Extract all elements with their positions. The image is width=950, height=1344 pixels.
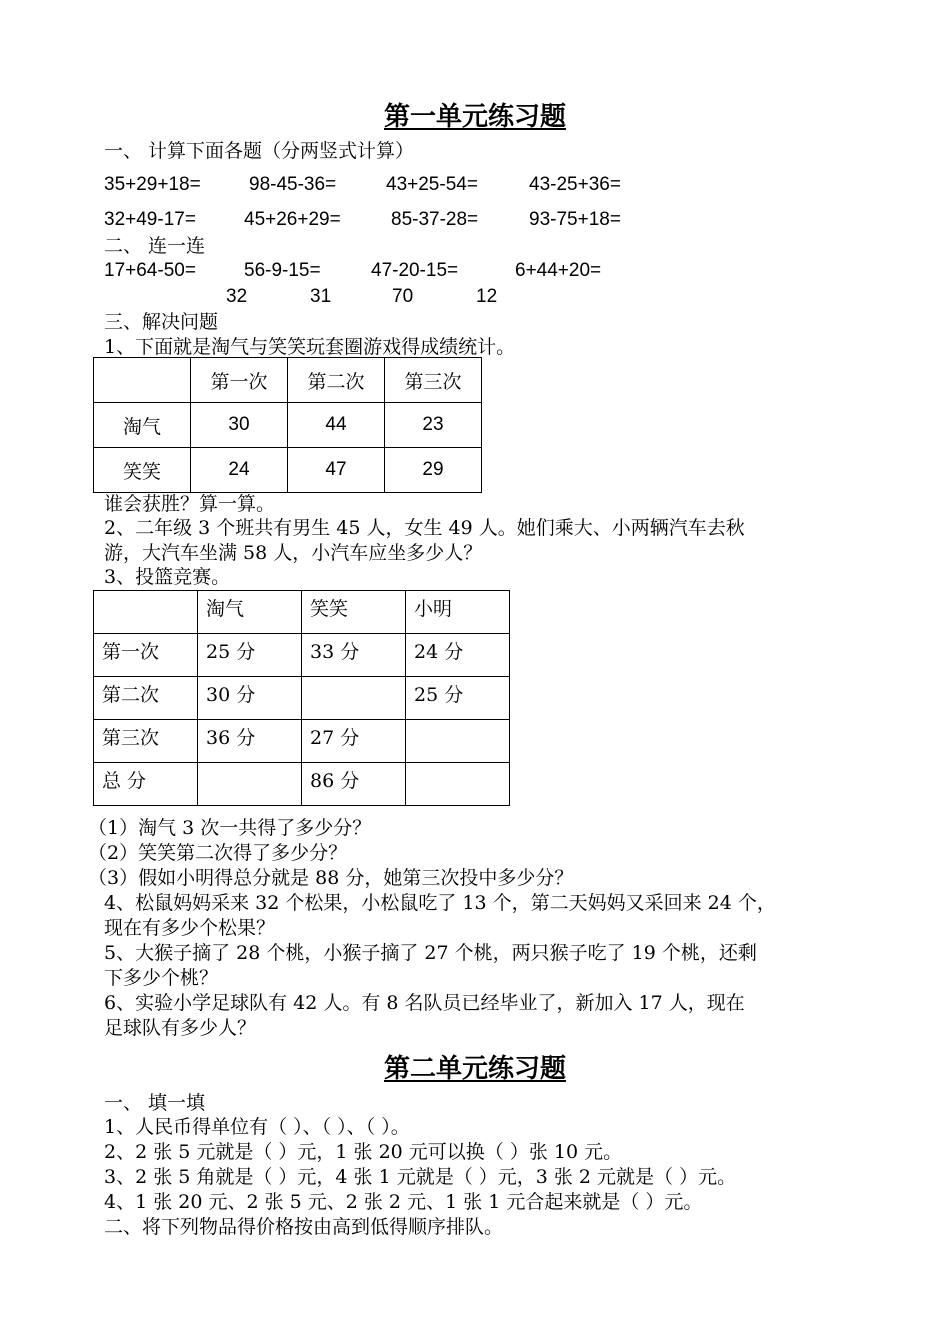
match-expr-1: 17+64-50= [104,260,196,281]
unit1-sec2-heading: 二、 连一连 [104,235,206,257]
match-expr-2: 56-9-15= [244,260,321,281]
table-cell: 33 分 [302,634,406,677]
table-cell: 笑笑 [302,591,406,634]
table-cell: 淘气 [198,591,302,634]
table-cell: 第三次 [94,720,198,763]
match-answer-3: 70 [392,286,414,307]
q1-after-text: 谁会获胜？算一算。 [104,493,276,515]
calc-r1-2: 98-45-36= [249,174,337,195]
calc-r1-3: 43+25-54= [386,174,478,195]
calc-r1-1: 35+29+18= [104,174,201,195]
basketball-table [93,590,510,806]
unit2-sec2-heading: 二、将下列物品得价格按由高到低得顺序排队。 [104,1216,504,1238]
table-cell: 30 分 [198,677,302,720]
table-cell: 44 [288,403,385,448]
q1-text: 1、下面就是淘气与笑笑玩套圈游戏得成绩统计。 [104,336,516,358]
table-row [94,358,482,403]
ring-toss-table [93,357,482,493]
table-cell: 24 分 [406,634,510,677]
q3-sub1: （1）淘气 3 次一共得了多少分？ [88,817,372,839]
unit1-sec1-heading: 一、 计算下面各题（分两竖式计算） [104,140,415,162]
calc-r1-4: 43-25+36= [529,174,621,195]
table-cell: 总 分 [94,763,198,806]
table-cell [406,763,510,806]
calc-r2-4: 93-75+18= [529,209,621,230]
match-expr-3: 47-20-15= [371,260,459,281]
table-cell [302,677,406,720]
table-cell: 30 [191,403,288,448]
unit2-title: 第二单元练习题 [383,1054,566,1084]
fill-line-1: 1、人民币得单位有（ ）、（ ）、（ ）。 [104,1116,410,1138]
table-row [94,677,510,720]
q6-line2: 足球队有多少人？ [104,1017,257,1039]
q3-sub3: （3）假如小明得总分就是 88 分，她第三次投中多少分？ [88,867,574,889]
table-cell: 86 分 [302,763,406,806]
table-cell: 小明 [406,591,510,634]
table-cell: 25 分 [406,677,510,720]
table-row [94,403,482,448]
table-cell: 27 分 [302,720,406,763]
table-cell [94,591,198,634]
table-cell: 47 [288,448,385,493]
match-expr-4: 6+44+20= [515,260,602,281]
calc-r2-2: 45+26+29= [244,209,341,230]
match-answer-2: 31 [310,286,332,307]
table-cell [198,763,302,806]
q2-line2: 游，大汽车坐满 58 人，小汽车应坐多少人？ [104,542,483,564]
q2-line1: 2、二年级 3 个班共有男生 45 人，女生 49 人。她们乘大、小两辆汽车去秋 [104,517,745,539]
table-cell: 第二次 [94,677,198,720]
q4-line1: 4、松鼠妈妈采来 32 个松果，小松鼠吃了 13 个，第二天妈妈又采回来 24 个， [104,892,776,914]
table-cell [406,720,510,763]
match-answer-4: 12 [476,286,498,307]
match-answer-1: 32 [226,286,248,307]
table-cell: 笑笑 [94,448,191,493]
table-row [94,763,510,806]
table-cell: 第一次 [94,634,198,677]
table-row [94,634,510,677]
table-cell: 24 [191,448,288,493]
q4-line2: 现在有多少个松果？ [104,917,276,939]
unit1-sec3-heading: 三、解决问题 [104,311,219,333]
table-row [94,591,510,634]
q5-line1: 5、大猴子摘了 28 个桃，小猴子摘了 27 个桃，两只猴子吃了 19 个桃，还剩 [104,942,757,964]
q3-text: 3、投篮竞赛。 [104,566,231,588]
calc-r2-3: 85-37-28= [391,209,479,230]
unit2-sec1-heading: 一、 填一填 [104,1092,206,1114]
fill-line-4: 4、1 张 20 元、2 张 5 元、2 张 2 元、1 张 1 元合起来就是（ ）元。 [104,1191,703,1213]
table-cell: 29 [385,448,482,493]
fill-line-2: 2、2 张 5 元就是（ ）元，1 张 20 元可以换（ ）张 10 元。 [104,1141,623,1163]
q6-line1: 6、实验小学足球队有 42 人。有 8 名队员已经毕业了，新加入 17 人，现在 [104,992,745,1014]
table-cell: 36 分 [198,720,302,763]
unit1-title: 第一单元练习题 [383,102,566,132]
table-cell: 25 分 [198,634,302,677]
fill-line-3: 3、2 张 5 角就是（ ）元，4 张 1 元就是（ ）元，3 张 2 元就是（ ）元。 [104,1166,737,1188]
table-cell [94,358,191,403]
table-cell: 23 [385,403,482,448]
table-cell: 第一次 [191,358,288,403]
q5-line2: 下多少个桃？ [104,967,219,989]
calc-r2-1: 32+49-17= [104,209,196,230]
q3-sub2: （2）笑笑第二次得了多少分？ [88,842,348,864]
table-cell: 淘气 [94,403,191,448]
table-row [94,448,482,493]
table-row [94,720,510,763]
table-cell: 第三次 [385,358,482,403]
table-cell: 第二次 [288,358,385,403]
